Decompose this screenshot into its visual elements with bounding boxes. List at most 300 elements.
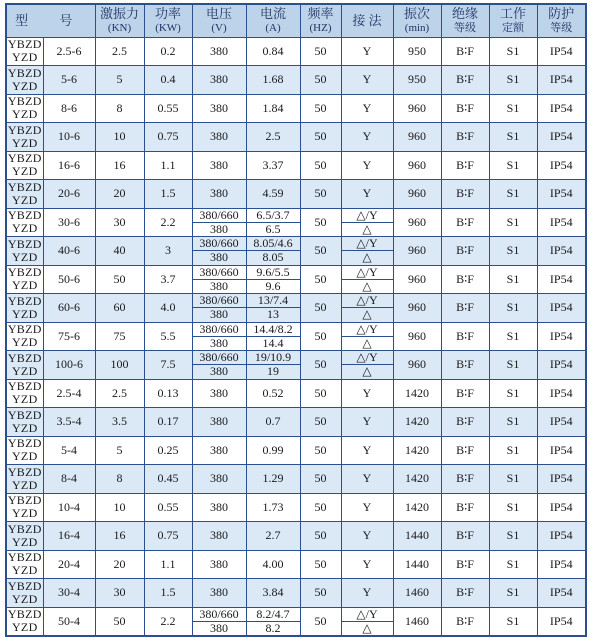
duty-rating: S1 [489, 94, 537, 123]
excitation-force: 60 [95, 294, 144, 323]
frequency: 50 [300, 265, 341, 294]
frequency: 50 [300, 151, 341, 180]
model-prefix [6, 151, 43, 180]
model-prefix [6, 94, 43, 123]
power: 2.2 [144, 208, 192, 237]
protection-class: IP54 [537, 37, 586, 66]
excitation-force: 10 [95, 123, 144, 152]
header-force [95, 4, 144, 37]
voltage-top: 380/660 [193, 323, 246, 337]
table-row [6, 493, 586, 522]
header-prot-label: 防护 [548, 5, 575, 21]
table-row [6, 379, 586, 408]
connection: Y [341, 66, 393, 95]
header-row [6, 4, 586, 37]
power: 0.75 [144, 123, 192, 152]
protection-class: IP54 [537, 522, 586, 551]
current: 4.00 [246, 550, 300, 579]
protection-class: IP54 [537, 237, 586, 266]
current: 0.84 [246, 37, 300, 66]
connection [341, 237, 393, 266]
model-prefix [6, 607, 43, 636]
insulation-class: B∶F [441, 265, 489, 294]
connection [341, 607, 393, 636]
connection: Y [341, 465, 393, 494]
table-row [6, 465, 586, 494]
connection-bottom: △ [362, 250, 372, 265]
power: 0.4 [144, 66, 192, 95]
model-prefix-yzd: YZD [11, 420, 38, 435]
header-power-unit: (KW) [155, 21, 181, 34]
current: 3.37 [246, 151, 300, 180]
voltage: 380 [192, 465, 246, 494]
model-prefix-yzd: YZD [11, 335, 38, 350]
table-row [6, 322, 586, 351]
header-frequency [300, 4, 341, 37]
duty-rating: S1 [489, 208, 537, 237]
protection-class: IP54 [537, 493, 586, 522]
model-prefix [6, 522, 43, 551]
frequency: 50 [300, 493, 341, 522]
table-row [6, 351, 586, 380]
voltage-top: 380/660 [193, 351, 246, 365]
vibration-rate: 960 [393, 208, 441, 237]
duty-rating: S1 [489, 123, 537, 152]
power: 0.45 [144, 465, 192, 494]
model-spec: 8-4 [43, 465, 95, 494]
connection: Y [341, 180, 393, 209]
model-prefix-ybzd: YBZD [7, 293, 42, 308]
excitation-force: 3.5 [95, 408, 144, 437]
insulation-class: B∶F [441, 208, 489, 237]
protection-class: IP54 [537, 351, 586, 380]
insulation-class: B∶F [441, 351, 489, 380]
current: 0.7 [246, 408, 300, 437]
header-ins-sub: 等级 [454, 21, 477, 34]
vibration-rate: 960 [393, 237, 441, 266]
duty-rating: S1 [489, 151, 537, 180]
model-prefix-yzd: YZD [11, 164, 38, 179]
vibration-rate: 1420 [393, 493, 441, 522]
duty-rating: S1 [489, 465, 537, 494]
current: 2.7 [246, 522, 300, 551]
duty-rating: S1 [489, 379, 537, 408]
header-model: 型 号 [6, 4, 95, 37]
current-top: 8.2/4.7 [247, 608, 300, 622]
voltage-top: 380/660 [193, 237, 246, 251]
current-bottom: 14.4 [262, 335, 284, 350]
header-voltage-unit: (V) [211, 21, 227, 34]
model-prefix [6, 208, 43, 237]
header-voltage-label: 电压 [206, 5, 233, 21]
header-prot-sub: 等级 [550, 21, 573, 34]
vibration-rate: 960 [393, 123, 441, 152]
model-prefix-ybzd: YBZD [7, 179, 42, 194]
current-bottom: 8.05 [262, 250, 284, 265]
duty-rating: S1 [489, 265, 537, 294]
model-prefix-yzd: YZD [11, 135, 38, 150]
protection-class: IP54 [537, 151, 586, 180]
model-prefix-ybzd: YBZD [7, 151, 42, 166]
duty-rating: S1 [489, 294, 537, 323]
duty-rating: S1 [489, 550, 537, 579]
power: 0.55 [144, 94, 192, 123]
voltage: 380 [192, 66, 246, 95]
voltage-bottom: 380 [210, 620, 229, 635]
model-prefix-yzd: YZD [11, 534, 38, 549]
voltage-top: 380/660 [193, 608, 246, 622]
current-bottom: 13 [267, 307, 280, 322]
model-prefix [6, 37, 43, 66]
header-vib-unit: (min) [404, 21, 430, 34]
model-prefix [6, 123, 43, 152]
vibration-rate: 960 [393, 94, 441, 123]
table-row [6, 66, 586, 95]
insulation-class: B∶F [441, 522, 489, 551]
vibration-rate: 1420 [393, 465, 441, 494]
current-bottom: 8.2 [265, 620, 281, 635]
power: 1.5 [144, 180, 192, 209]
connection-top: △/Y [342, 209, 393, 223]
voltage-top: 380/660 [193, 209, 246, 223]
model-prefix [6, 237, 43, 266]
duty-rating: S1 [489, 351, 537, 380]
frequency: 50 [300, 37, 341, 66]
protection-class: IP54 [537, 465, 586, 494]
duty-rating: S1 [489, 607, 537, 636]
frequency: 50 [300, 208, 341, 237]
duty-rating: S1 [489, 237, 537, 266]
model-prefix-yzd: YZD [11, 449, 38, 464]
connection-top: △/Y [342, 237, 393, 251]
model-spec: 16-6 [43, 151, 95, 180]
table-row [6, 37, 586, 66]
duty-rating: S1 [489, 66, 537, 95]
model-prefix [6, 550, 43, 579]
power: 1.1 [144, 151, 192, 180]
model-prefix-ybzd: YBZD [7, 94, 42, 109]
current: 1.29 [246, 465, 300, 494]
power: 2.2 [144, 607, 192, 636]
vibration-rate: 1440 [393, 550, 441, 579]
current-top: 8.05/4.6 [247, 237, 300, 251]
model-prefix-ybzd: YBZD [7, 550, 42, 565]
voltage: 380 [192, 37, 246, 66]
insulation-class: B∶F [441, 237, 489, 266]
voltage: 380 [192, 180, 246, 209]
protection-class: IP54 [537, 208, 586, 237]
frequency: 50 [300, 180, 341, 209]
model-prefix [6, 66, 43, 95]
frequency: 50 [300, 351, 341, 380]
model-prefix-ybzd: YBZD [7, 65, 42, 80]
protection-class: IP54 [537, 180, 586, 209]
model-prefix [6, 408, 43, 437]
connection-bottom: △ [362, 620, 372, 635]
insulation-class: B∶F [441, 180, 489, 209]
header-power [144, 4, 192, 37]
model-prefix-ybzd: YBZD [7, 578, 42, 593]
excitation-force: 5 [95, 66, 144, 95]
voltage: 380 [192, 94, 246, 123]
voltage-bottom: 380 [210, 278, 229, 293]
header-duty-label: 工作 [500, 5, 527, 21]
table-row [6, 208, 586, 237]
excitation-force: 30 [95, 579, 144, 608]
table-row [6, 607, 586, 636]
connection-bottom: △ [362, 278, 372, 293]
protection-class: IP54 [537, 607, 586, 636]
header-current-label: 电流 [260, 5, 287, 21]
insulation-class: B∶F [441, 465, 489, 494]
model-prefix-ybzd: YBZD [7, 322, 42, 337]
power: 3.7 [144, 265, 192, 294]
model-prefix [6, 265, 43, 294]
frequency: 50 [300, 550, 341, 579]
voltage-top: 380/660 [193, 294, 246, 308]
model-prefix-yzd: YZD [11, 50, 38, 65]
voltage [192, 607, 246, 636]
connection-top: △/Y [342, 351, 393, 365]
connection: Y [341, 408, 393, 437]
connection-top: △/Y [342, 294, 393, 308]
excitation-force: 100 [95, 351, 144, 380]
model-spec: 10-6 [43, 123, 95, 152]
current: 1.84 [246, 94, 300, 123]
connection: Y [341, 493, 393, 522]
vibration-rate: 1440 [393, 522, 441, 551]
duty-rating: S1 [489, 493, 537, 522]
model-spec: 30-6 [43, 208, 95, 237]
vibration-rate: 960 [393, 322, 441, 351]
current [246, 351, 300, 380]
voltage: 380 [192, 493, 246, 522]
table-header [6, 4, 586, 37]
header-vibration [393, 4, 441, 37]
duty-rating: S1 [489, 436, 537, 465]
model-prefix [6, 379, 43, 408]
model-prefix-ybzd: YBZD [7, 464, 42, 479]
voltage [192, 322, 246, 351]
insulation-class: B∶F [441, 123, 489, 152]
excitation-force: 75 [95, 322, 144, 351]
power: 0.13 [144, 379, 192, 408]
excitation-force: 8 [95, 465, 144, 494]
excitation-force: 40 [95, 237, 144, 266]
header-power-label: 功率 [155, 5, 182, 21]
voltage-top: 380/660 [193, 266, 246, 280]
current-top: 13/7.4 [247, 294, 300, 308]
model-prefix-ybzd: YBZD [7, 236, 42, 251]
current: 3.84 [246, 579, 300, 608]
model-prefix-yzd: YZD [11, 192, 38, 207]
power: 3 [144, 237, 192, 266]
protection-class: IP54 [537, 408, 586, 437]
connection: Y [341, 436, 393, 465]
model-spec: 3.5-4 [43, 408, 95, 437]
duty-rating: S1 [489, 322, 537, 351]
insulation-class: B∶F [441, 294, 489, 323]
header-voltage [192, 4, 246, 37]
protection-class: IP54 [537, 436, 586, 465]
voltage-bottom: 380 [210, 307, 229, 322]
current: 0.99 [246, 436, 300, 465]
voltage: 380 [192, 151, 246, 180]
header-connection: 接 法 [341, 4, 393, 37]
connection-bottom: △ [362, 335, 372, 350]
model-prefix [6, 180, 43, 209]
voltage: 380 [192, 579, 246, 608]
table-row [6, 123, 586, 152]
header-ins-label: 绝缘 [452, 5, 479, 21]
insulation-class: B∶F [441, 408, 489, 437]
power: 0.17 [144, 408, 192, 437]
header-force-label: 激振力 [100, 5, 140, 21]
table-row [6, 436, 586, 465]
current-bottom: 19 [267, 364, 280, 379]
vibration-rate: 960 [393, 151, 441, 180]
model-spec: 10-4 [43, 493, 95, 522]
model-spec: 20-4 [43, 550, 95, 579]
insulation-class: B∶F [441, 436, 489, 465]
frequency: 50 [300, 607, 341, 636]
model-prefix-ybzd: YBZD [7, 521, 42, 536]
header-vib-label: 振次 [404, 5, 431, 21]
power: 0.25 [144, 436, 192, 465]
frequency: 50 [300, 379, 341, 408]
connection-bottom: △ [362, 307, 372, 322]
header-protection [537, 4, 586, 37]
frequency: 50 [300, 322, 341, 351]
table-row [6, 522, 586, 551]
connection: Y [341, 37, 393, 66]
vibration-rate: 950 [393, 37, 441, 66]
header-current [246, 4, 300, 37]
voltage: 380 [192, 522, 246, 551]
model-spec: 5-6 [43, 66, 95, 95]
power: 0.55 [144, 493, 192, 522]
vibration-rate: 1420 [393, 379, 441, 408]
model-spec: 30-4 [43, 579, 95, 608]
voltage: 380 [192, 550, 246, 579]
protection-class: IP54 [537, 550, 586, 579]
excitation-force: 20 [95, 550, 144, 579]
model-spec: 40-6 [43, 237, 95, 266]
voltage: 380 [192, 408, 246, 437]
insulation-class: B∶F [441, 607, 489, 636]
vibration-rate: 960 [393, 180, 441, 209]
current-top: 14.4/8.2 [247, 323, 300, 337]
model-prefix-yzd: YZD [11, 278, 38, 293]
model-prefix-ybzd: YBZD [7, 407, 42, 422]
insulation-class: B∶F [441, 379, 489, 408]
voltage-bottom: 380 [210, 250, 229, 265]
model-prefix-yzd: YZD [11, 620, 38, 634]
header-duty [489, 4, 537, 37]
protection-class: IP54 [537, 265, 586, 294]
vibration-rate: 1460 [393, 607, 441, 636]
insulation-class: B∶F [441, 37, 489, 66]
header-freq-label: 频率 [307, 5, 334, 21]
current [246, 294, 300, 323]
current: 2.5 [246, 123, 300, 152]
model-prefix-yzd: YZD [11, 563, 38, 578]
excitation-force: 5 [95, 436, 144, 465]
excitation-force: 20 [95, 180, 144, 209]
duty-rating: S1 [489, 522, 537, 551]
current-bottom: 9.6 [265, 278, 281, 293]
insulation-class: B∶F [441, 579, 489, 608]
table-row [6, 237, 586, 266]
vibration-rate: 960 [393, 294, 441, 323]
table-row [6, 151, 586, 180]
excitation-force: 16 [95, 151, 144, 180]
connection [341, 294, 393, 323]
model-spec: 16-4 [43, 522, 95, 551]
connection: Y [341, 579, 393, 608]
vibration-rate: 1420 [393, 408, 441, 437]
model-prefix-yzd: YZD [11, 392, 38, 407]
model-prefix-yzd: YZD [11, 107, 38, 122]
connection-bottom: △ [362, 221, 372, 236]
current [246, 265, 300, 294]
table-row [6, 408, 586, 437]
vibration-rate: 1460 [393, 579, 441, 608]
current-top: 9.6/5.5 [247, 266, 300, 280]
frequency: 50 [300, 465, 341, 494]
header-current-unit: (A) [265, 21, 281, 34]
connection [341, 351, 393, 380]
power: 5.5 [144, 322, 192, 351]
vibration-rate: 1420 [393, 436, 441, 465]
power: 1.1 [144, 550, 192, 579]
current [246, 237, 300, 266]
model-prefix-yzd: YZD [11, 221, 38, 236]
duty-rating: S1 [489, 579, 537, 608]
header-duty-sub: 定额 [502, 21, 525, 34]
duty-rating: S1 [489, 37, 537, 66]
connection-top: △/Y [342, 266, 393, 280]
model-prefix-ybzd: YBZD [7, 607, 42, 621]
power: 0.2 [144, 37, 192, 66]
table-row [6, 550, 586, 579]
model-prefix [6, 436, 43, 465]
frequency: 50 [300, 436, 341, 465]
model-prefix-ybzd: YBZD [7, 379, 42, 394]
header-insulation [441, 4, 489, 37]
motor-spec-table [5, 3, 587, 637]
table-row [6, 94, 586, 123]
protection-class: IP54 [537, 579, 586, 608]
voltage: 380 [192, 379, 246, 408]
insulation-class: B∶F [441, 550, 489, 579]
voltage-bottom: 380 [210, 221, 229, 236]
model-spec: 50-4 [43, 607, 95, 636]
model-prefix-yzd: YZD [11, 78, 38, 93]
model-prefix-ybzd: YBZD [7, 37, 42, 52]
frequency: 50 [300, 123, 341, 152]
model-prefix-ybzd: YBZD [7, 350, 42, 365]
current [246, 208, 300, 237]
model-prefix-yzd: YZD [11, 506, 38, 521]
excitation-force: 2.5 [95, 379, 144, 408]
power: 1.5 [144, 579, 192, 608]
table-row [6, 579, 586, 608]
current-top: 19/10.9 [247, 351, 300, 365]
model-prefix [6, 322, 43, 351]
insulation-class: B∶F [441, 493, 489, 522]
excitation-force: 10 [95, 493, 144, 522]
